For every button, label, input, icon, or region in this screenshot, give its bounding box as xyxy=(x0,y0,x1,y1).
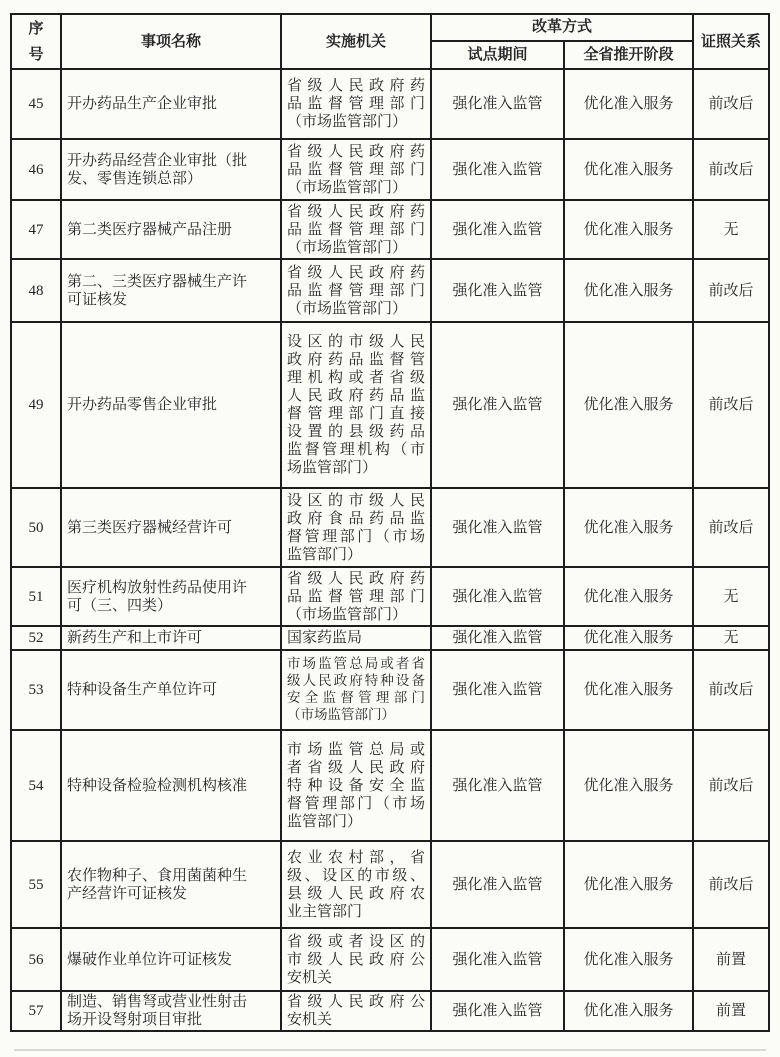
cell-line: 监管部门） xyxy=(287,813,363,830)
cell-license-relation: 前改后 xyxy=(693,322,769,488)
table-row xyxy=(11,650,769,730)
cell-agency xyxy=(281,991,431,1031)
cell-row-number: 57 xyxy=(11,991,61,1031)
cell-line: 制造、销售弩或营业性射击 xyxy=(67,994,248,1010)
cell-row-number: 46 xyxy=(11,139,61,200)
cell-line: 品监督管理部门 xyxy=(287,221,425,238)
cell-row-number: 53 xyxy=(11,650,61,730)
cell-agency xyxy=(281,730,431,841)
cell-row-number: 56 xyxy=(11,928,61,991)
cell-line: 理机构或者省级 xyxy=(287,370,425,386)
cell-pilot-period: 强化准入监管 xyxy=(431,259,564,322)
cell-line: （市场监管部门） xyxy=(287,239,408,256)
cell-rollout-stage: 优化准入服务 xyxy=(564,841,693,928)
cell-row-number: 51 xyxy=(11,567,61,626)
header-no xyxy=(11,14,61,69)
cell-line: 级人民政府特种设备 xyxy=(287,673,425,689)
cell-line: 场监管部门） xyxy=(287,460,378,476)
cell-item-name xyxy=(61,69,281,139)
cell-rollout-stage: 优化准入服务 xyxy=(564,730,693,841)
cell-rollout-stage: 优化准入服务 xyxy=(564,322,693,488)
cell-pilot-period: 强化准入监管 xyxy=(431,626,564,650)
cell-license-relation: 前改后 xyxy=(693,139,769,200)
cell-line: 开办药品经营企业审批（批 xyxy=(67,152,248,169)
cell-license-relation: 前改后 xyxy=(693,730,769,841)
cell-rollout-stage: 优化准入服务 xyxy=(564,650,693,730)
cell-item-name xyxy=(61,488,281,567)
cell-line: （市场监管部门） xyxy=(287,300,408,317)
cell-line: 级、设区的市级、 xyxy=(287,867,425,884)
cell-agency xyxy=(281,259,431,322)
cell-item-name xyxy=(61,730,281,841)
cell-rollout-stage: 优化准入服务 xyxy=(564,139,693,200)
cell-row-number: 52 xyxy=(11,626,61,650)
cell-agency xyxy=(281,139,431,200)
cell-row-number: 55 xyxy=(11,841,61,928)
cell-line: 特种设备安全监 xyxy=(287,777,425,794)
cell-row-number: 47 xyxy=(11,200,61,259)
cell-line: 省级人民政府药 xyxy=(287,203,425,220)
reform-items-table xyxy=(10,13,770,1032)
cell-line: 设区的市级人民 xyxy=(287,334,425,350)
cell-license-relation: 无 xyxy=(693,200,769,259)
cell-line: 监督管理机构（市 xyxy=(287,442,425,458)
cell-line: 爆破作业单位许可证核发 xyxy=(67,951,233,968)
cell-line: 开办药品生产企业审批 xyxy=(67,96,218,112)
cell-rollout-stage: 优化准入服务 xyxy=(564,200,693,259)
cell-line: 医疗机构放射性药品使用许 xyxy=(67,579,248,596)
cell-agency xyxy=(281,69,431,139)
cell-pilot-period: 强化准入监管 xyxy=(431,928,564,991)
cell-line: 设区的市级人民 xyxy=(287,492,425,509)
cell-item-name xyxy=(61,991,281,1031)
cell-line: （市场监管部门） xyxy=(287,606,408,623)
header-no-label: 序号 xyxy=(28,20,44,63)
cell-line: 省级人民政府公 xyxy=(287,994,425,1010)
scan-artifact-line xyxy=(14,1049,766,1051)
header-agency: 实施机关 xyxy=(281,14,431,69)
cell-line: 第三类医疗器械经营许可 xyxy=(67,519,233,536)
cell-item-name xyxy=(61,650,281,730)
cell-item-name xyxy=(61,841,281,928)
header-license: 证照关系 xyxy=(693,14,769,69)
cell-line: 省级人民政府药 xyxy=(287,143,425,160)
cell-line: （市场监管部门） xyxy=(287,706,395,722)
cell-pilot-period: 强化准入监管 xyxy=(431,488,564,567)
cell-rollout-stage: 优化准入服务 xyxy=(564,259,693,322)
cell-line: 市场监管总局或 xyxy=(287,741,425,758)
cell-license-relation: 前改后 xyxy=(693,259,769,322)
cell-item-name xyxy=(61,928,281,991)
cell-line: 安机关 xyxy=(287,969,333,986)
cell-line: （市场监管部门） xyxy=(287,179,408,196)
cell-agency xyxy=(281,488,431,567)
cell-line: 省级人民政府药 xyxy=(287,78,425,94)
cell-item-name xyxy=(61,626,281,650)
table-row xyxy=(11,626,769,650)
cell-line: 第二类医疗器械产品注册 xyxy=(67,221,233,238)
cell-rollout-stage: 优化准入服务 xyxy=(564,928,693,991)
cell-item-name xyxy=(61,200,281,259)
table-row xyxy=(11,139,769,200)
cell-line: 品监督管理部门 xyxy=(287,96,425,112)
header-pilot: 试点期间 xyxy=(431,41,564,69)
table-row xyxy=(11,841,769,928)
cell-line: 监管部门） xyxy=(287,546,363,563)
cell-line: 农作物种子、食用菌菌种生 xyxy=(67,867,248,884)
cell-line: （市场监管部门） xyxy=(287,114,408,130)
cell-license-relation: 前改后 xyxy=(693,69,769,139)
cell-line: 国家药监局 xyxy=(287,630,363,646)
cell-line: 新药生产和上市许可 xyxy=(67,630,203,646)
header-name: 事项名称 xyxy=(61,14,281,69)
cell-line: 场开设弩射项目审批 xyxy=(67,1012,203,1028)
cell-pilot-period: 强化准入监管 xyxy=(431,730,564,841)
cell-line: 安全监督管理部门 xyxy=(287,690,425,705)
cell-pilot-period: 强化准入监管 xyxy=(431,322,564,488)
cell-license-relation: 无 xyxy=(693,626,769,650)
table-row xyxy=(11,200,769,259)
cell-line: 督管理部门（市场 xyxy=(287,795,425,812)
cell-agency xyxy=(281,841,431,928)
cell-line: 设置的县级药品 xyxy=(287,424,425,440)
cell-line: 人民政府药品监 xyxy=(287,388,425,404)
table-row xyxy=(11,322,769,488)
table-row xyxy=(11,567,769,626)
cell-rollout-stage: 优化准入服务 xyxy=(564,488,693,567)
cell-rollout-stage: 优化准入服务 xyxy=(564,567,693,626)
cell-line: 产经营许可证核发 xyxy=(67,885,188,902)
cell-line: 业主管部门 xyxy=(287,903,363,920)
cell-row-number: 54 xyxy=(11,730,61,841)
cell-item-name xyxy=(61,322,281,488)
cell-line: 第二、三类医疗器械生产许 xyxy=(67,273,248,290)
cell-line: 可（三、四类） xyxy=(67,597,173,614)
cell-line: 特种设备生产单位许可 xyxy=(67,682,218,698)
cell-rollout-stage: 优化准入服务 xyxy=(564,991,693,1031)
header-rollout: 全省推开阶段 xyxy=(564,41,693,69)
cell-line: 市级人民政府公 xyxy=(287,951,425,968)
cell-agency xyxy=(281,322,431,488)
table-row xyxy=(11,730,769,841)
cell-line: 县级人民政府农 xyxy=(287,885,425,902)
cell-line: 市场监管总局或者省 xyxy=(287,656,425,672)
cell-line: 督管理部门直接 xyxy=(287,406,425,422)
cell-license-relation: 前改后 xyxy=(693,488,769,567)
table-header xyxy=(11,14,769,69)
table-row xyxy=(11,69,769,139)
cell-line: 政府食品药品监 xyxy=(287,510,425,527)
table-row xyxy=(11,259,769,322)
cell-line: 督管理部门（市场 xyxy=(287,528,425,545)
table-row xyxy=(11,991,769,1031)
cell-pilot-period: 强化准入监管 xyxy=(431,991,564,1031)
cell-line: 品监督管理部门 xyxy=(287,282,425,299)
cell-pilot-period: 强化准入监管 xyxy=(431,69,564,139)
header-reform: 改革方式 xyxy=(431,14,693,41)
cell-line: 发、零售连锁总部） xyxy=(67,170,203,187)
cell-line: 可证核发 xyxy=(67,291,128,308)
cell-line: 农业农村部，省 xyxy=(287,849,425,866)
cell-license-relation: 无 xyxy=(693,567,769,626)
cell-pilot-period: 强化准入监管 xyxy=(431,567,564,626)
cell-line: 特种设备检验检测机构核准 xyxy=(67,777,248,794)
cell-line: 省级人民政府药 xyxy=(287,570,425,587)
cell-line: 品监督管理部门 xyxy=(287,588,425,605)
cell-rollout-stage: 优化准入服务 xyxy=(564,69,693,139)
cell-line: 者省级人民政府 xyxy=(287,759,425,776)
cell-line: 开办药品零售企业审批 xyxy=(67,397,218,413)
cell-item-name xyxy=(61,567,281,626)
cell-row-number: 49 xyxy=(11,322,61,488)
cell-pilot-period: 强化准入监管 xyxy=(431,139,564,200)
cell-row-number: 48 xyxy=(11,259,61,322)
table-row xyxy=(11,488,769,567)
cell-line: 省级人民政府药 xyxy=(287,264,425,281)
cell-license-relation: 前置 xyxy=(693,928,769,991)
cell-item-name xyxy=(61,259,281,322)
cell-rollout-stage: 优化准入服务 xyxy=(564,626,693,650)
cell-line: 政府药品监督管 xyxy=(287,352,425,368)
cell-agency xyxy=(281,928,431,991)
cell-license-relation: 前改后 xyxy=(693,841,769,928)
cell-line: 安机关 xyxy=(287,1012,333,1028)
cell-row-number: 50 xyxy=(11,488,61,567)
cell-agency xyxy=(281,200,431,259)
cell-agency xyxy=(281,650,431,730)
cell-item-name xyxy=(61,139,281,200)
cell-agency xyxy=(281,626,431,650)
table-row xyxy=(11,928,769,991)
cell-pilot-period: 强化准入监管 xyxy=(431,841,564,928)
cell-pilot-period: 强化准入监管 xyxy=(431,200,564,259)
cell-license-relation: 前置 xyxy=(693,991,769,1031)
cell-row-number: 45 xyxy=(11,69,61,139)
cell-line: 品监督管理部门 xyxy=(287,161,425,178)
cell-license-relation: 前改后 xyxy=(693,650,769,730)
cell-line: 省级或者设区的 xyxy=(287,933,425,950)
cell-pilot-period: 强化准入监管 xyxy=(431,650,564,730)
cell-agency xyxy=(281,567,431,626)
table-body xyxy=(11,69,769,1031)
